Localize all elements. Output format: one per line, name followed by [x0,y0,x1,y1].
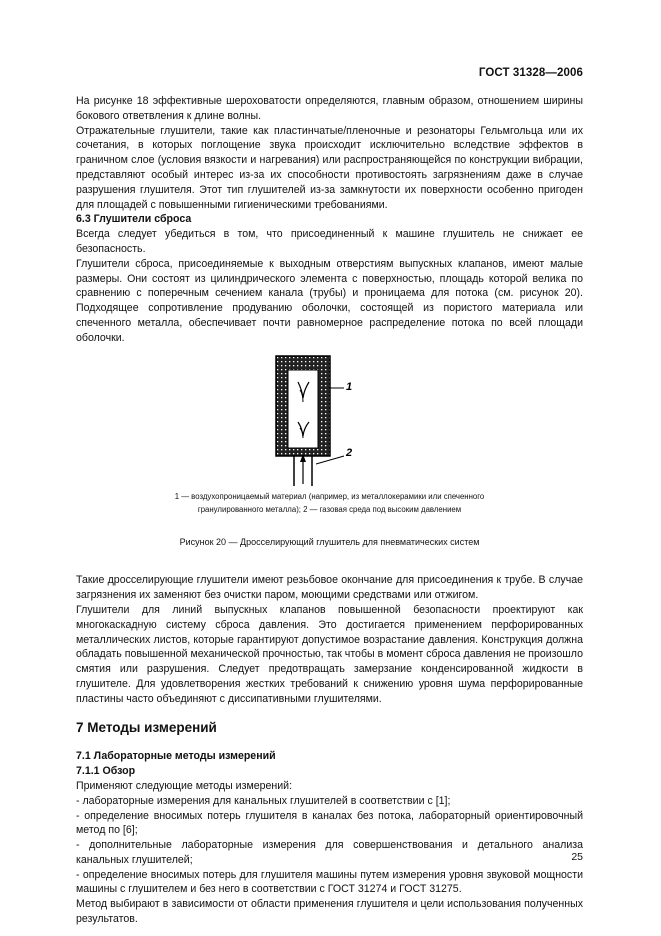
subsection-heading: 7.1 Лабораторные методы измерений [76,750,276,763]
paragraph-text: Отражательные глушители, такие как пластинчатые/пленочные и резонаторы Гельмгольца или их сочетания, в которых поглощение звука происходит исключительно вследствие эффектов в граничном слое (условия вязкости и нагревания) или распространяющейся по конструкции вибрации, представляют особый интерес из-за их способности противостоять загрязнениям даже в случае разрушения глушителя. Этот тип глушителей из-за замкнутости их поверхности особенно пригоден для площадей с повышенными гигиеническими требованиями. [76,124,583,211]
list-item: - дополнительные лабораторные измерения для совершенствования и детального анализа канальных глушителей; [76,839,583,866]
paragraph: Глушители сброса, присоединяемые к выходным отверстиям выпускных клапанов, имеют малые размеры. Они состоят из цилиндрического элемента с поверхностью, площадь которой велика по сравнению с поперечным сечением канала (трубы) и проницаема для потока (см. рисунок 20). Подходящее сопротивление продуванию оболочки, состоящей из пористого материала или спеченного металла, обеспечивает почти равномерное распределение потока по всей площади оболочки. [76,257,583,344]
paragraph: Всегда следует убедиться в том, что присоединенный к машине глушитель не снижает ее безопасность. [76,228,583,255]
page-number: 25 [571,851,583,863]
paragraph: На рисунке 18 эффективные шероховатости определяются, главным образом, отношением ширины бокового ответвления к длине волны. [76,95,583,122]
paragraph: Такие дросселирующие глушители имеют резьбовое окончание для присоединения к трубе. В случае загрязнения их заменяют без очистки паром, моющими средствами или отжигом. [76,574,583,602]
legend-line: гранулированного металла); 2 — газовая среда под высоким давлением [197,504,462,514]
paragraph: Применяют следующие методы измерений: [76,779,293,792]
list-item: - лабораторные измерения для канальных глушителей в соответствии с [1]; [76,794,451,807]
list-item: - определение вносимых потерь для глушителя машины путем измерения уровня звуковой мощности машины с глушителем и без него в соответствии с ГОСТ 31274 и ГОСТ 31275. [76,868,583,896]
page-content [76,94,583,927]
paragraph: Глушители для линий выпускных клапанов повышенной безопасности проектируют как многокаскадную систему сброса давления. Это достигается применением перфорированных металлических листов, которые гарантируют допустимое возрастание давления. Конструкция должна обладать повышенной механической прочностью, так чтобы в момент сброса давления не произошло смятия или разрушения. Следует предотвращать замерзание конденсированной жидкости в глушителе. Для удовлетворения жестких требований к снижению уровня шума перфорированные пластины часто объединяют с диссипативными глушителями. [76,603,583,705]
figure-20 [76,346,583,521]
subsubsection-heading: 7.1.1 Обзор [76,765,136,778]
label-1: 1 [346,380,353,393]
list-item: - определение вносимых потерь глушителя в каналах без потока, лабораторный ориентировочный метод по [6]; [76,809,583,837]
muffler-diagram [76,352,583,512]
label-2: 2 [346,446,353,459]
paragraph: Метод выбирают в зависимости от области применения глушителя и цели использования полученных результатов. [76,898,583,926]
paragraph [76,124,583,213]
figure-legend [76,490,583,516]
figure-title: Рисунок 20 — Дросселирующий глушитель для пневматических систем [179,536,480,547]
subsection-heading: 6.3 Глушители сброса [76,213,192,226]
section-heading: 7 Методы измерений [76,719,217,735]
legend-line: 1 — воздухопроницаемый материал (например, из металлокерамики или спеченного [174,491,485,501]
document-code: ГОСТ 31328—2006 [478,67,583,79]
